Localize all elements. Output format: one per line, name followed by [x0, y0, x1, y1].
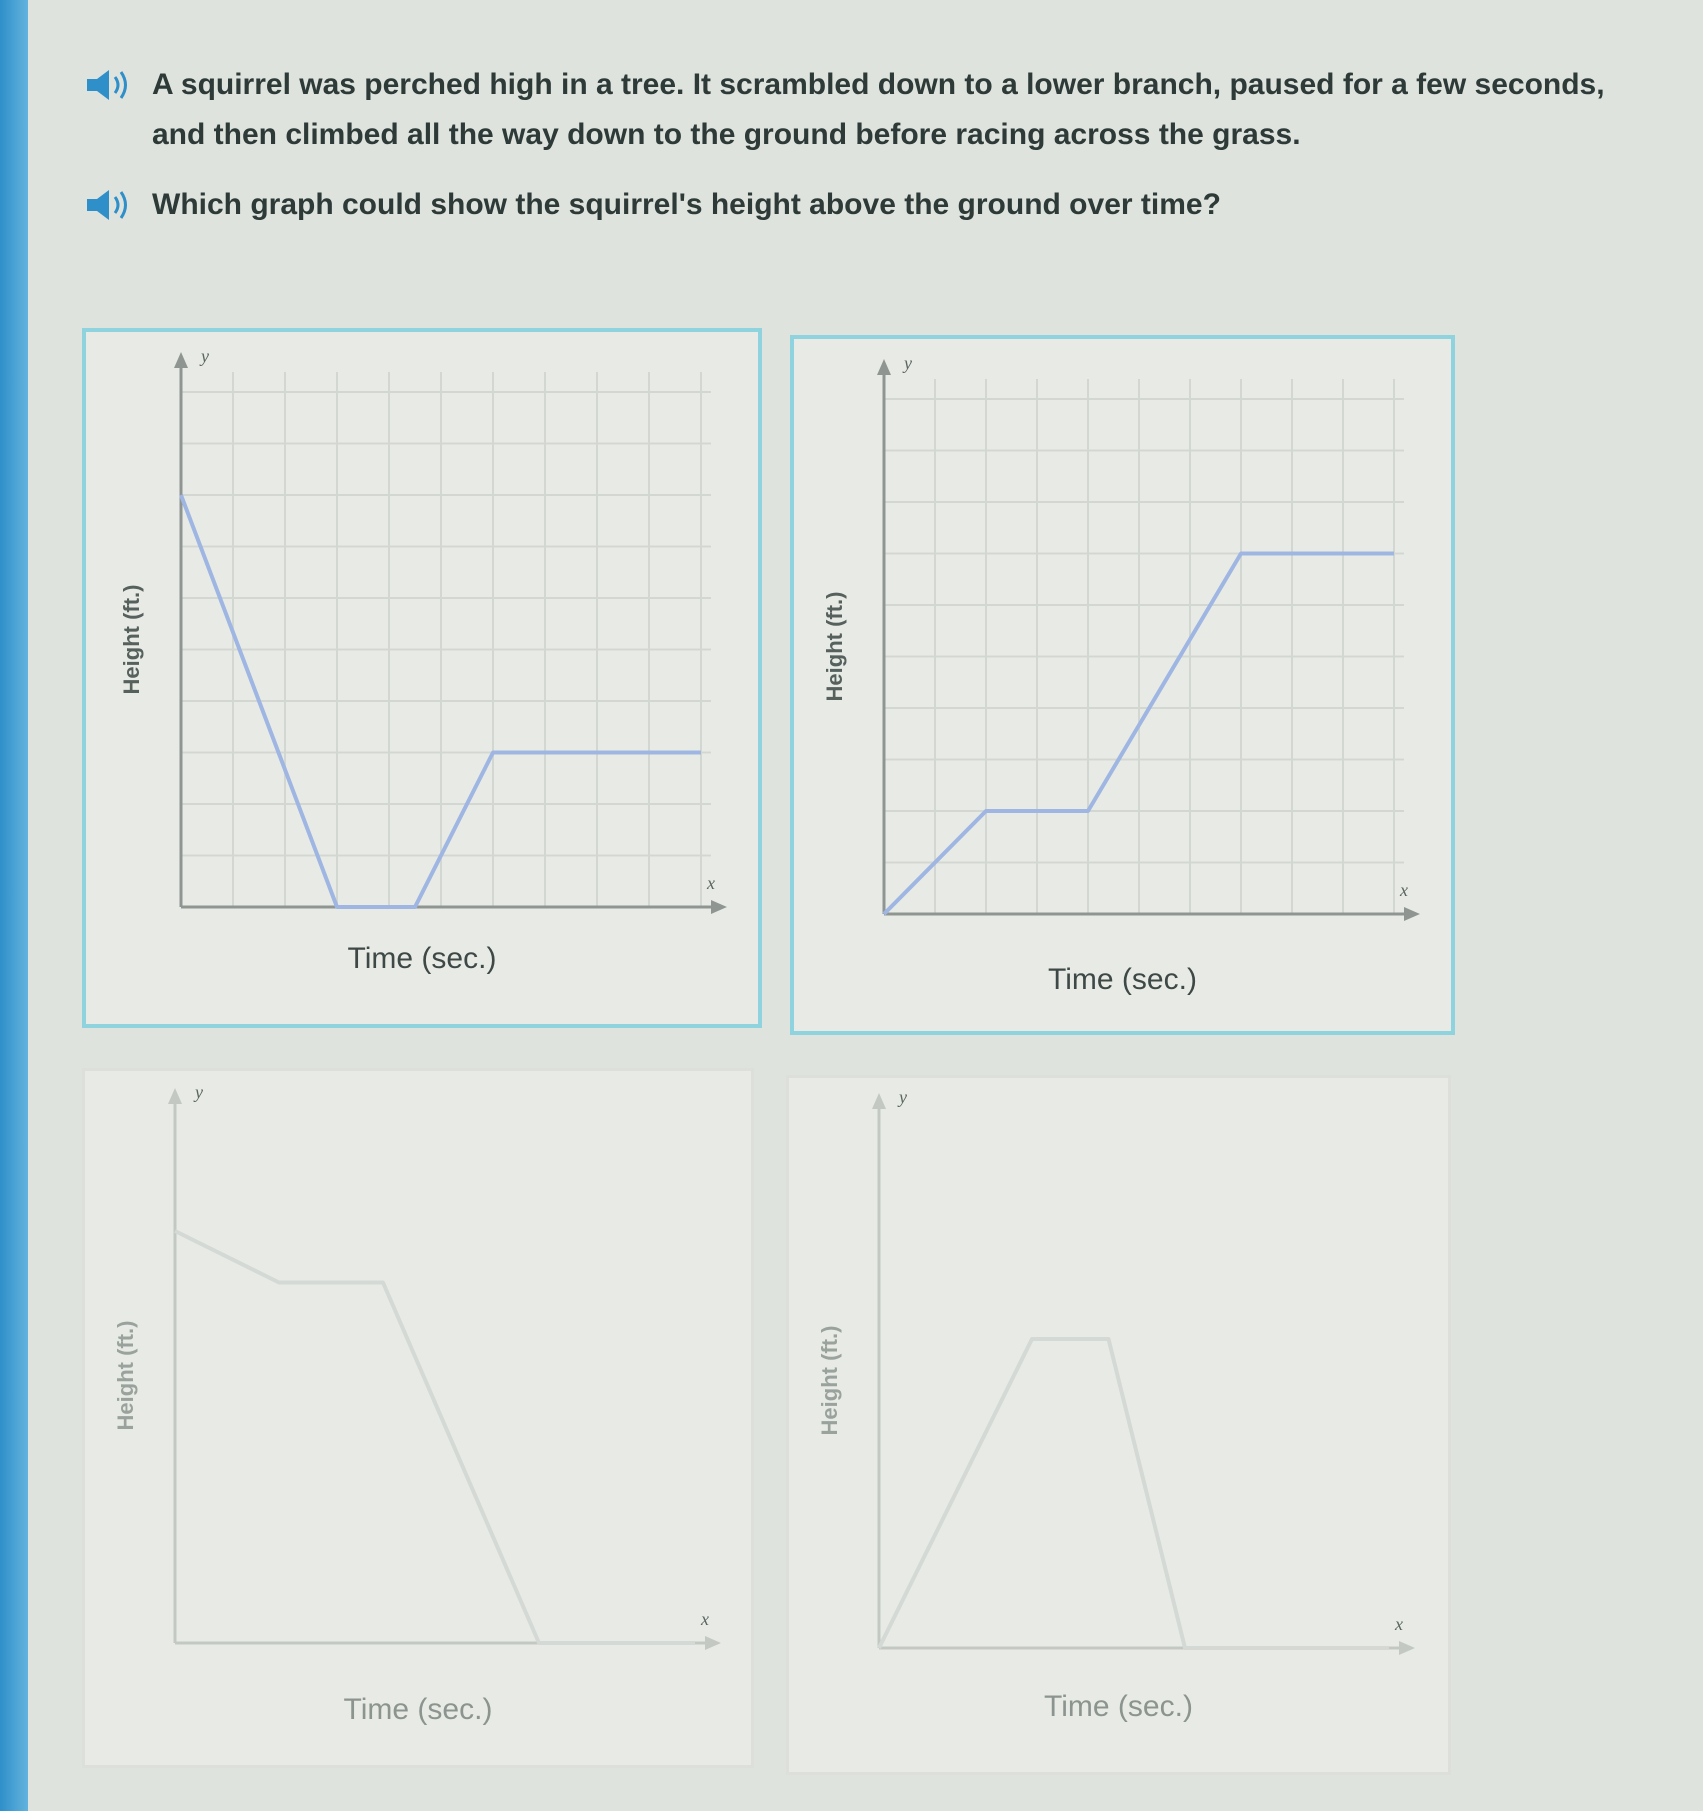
answer-choice-d[interactable] [786, 1075, 1451, 1775]
question-prompt: Which graph could show the squirrel's height above the ground over time? [152, 188, 1221, 221]
y-variable-label: y [201, 346, 209, 366]
x-variable-label: x [701, 1609, 709, 1629]
graph-choice-b [794, 339, 1459, 1039]
x-variable-label: x [1395, 1614, 1403, 1634]
x-axis-label: Time (sec.) [1044, 1690, 1193, 1723]
speaker-icon[interactable] [80, 65, 142, 105]
y-variable-label: y [195, 1082, 203, 1102]
graph-choice-d [789, 1078, 1454, 1778]
question-stem: A squirrel was perched high in a tree. It scrambled down to a lower branch, paused for a few seconds, and then climbed all the way down to the ground before racing across the grass. [152, 68, 1605, 151]
x-axis-arrow [1399, 1641, 1415, 1655]
y-variable-label: y [899, 1087, 907, 1107]
y-axis-arrow [174, 352, 188, 368]
question-stem-row [80, 60, 1640, 160]
x-axis-label: Time (sec.) [347, 942, 497, 975]
y-axis-arrow [877, 359, 891, 375]
y-axis-label: Height (ft.) [817, 1325, 842, 1436]
x-axis-label: Time (sec.) [1048, 963, 1197, 996]
height-time-line [175, 1231, 695, 1643]
answer-choice-a[interactable] [82, 328, 762, 1028]
left-rail [0, 0, 28, 1811]
graph-choice-c [85, 1071, 757, 1771]
graph-choice-a [86, 332, 766, 1032]
y-axis-label: Height (ft.) [822, 591, 847, 702]
y-axis-arrow [872, 1093, 886, 1109]
speaker-icon[interactable] [80, 185, 142, 225]
y-axis-label: Height (ft.) [113, 1320, 138, 1431]
x-axis-arrow [705, 1636, 721, 1650]
x-axis-label: Time (sec.) [343, 1693, 493, 1726]
y-variable-label: y [904, 353, 912, 373]
x-axis-arrow [711, 900, 727, 914]
answer-choice-b[interactable] [790, 335, 1455, 1035]
x-axis-arrow [1404, 907, 1420, 921]
question-prompt-row [80, 180, 1640, 230]
height-time-line [879, 1339, 1389, 1648]
question-area [80, 60, 1640, 230]
y-axis-label: Height (ft.) [119, 584, 144, 695]
x-variable-label: x [707, 873, 715, 893]
x-variable-label: x [1400, 880, 1408, 900]
answer-choice-c[interactable] [82, 1068, 754, 1768]
y-axis-arrow [168, 1088, 182, 1104]
